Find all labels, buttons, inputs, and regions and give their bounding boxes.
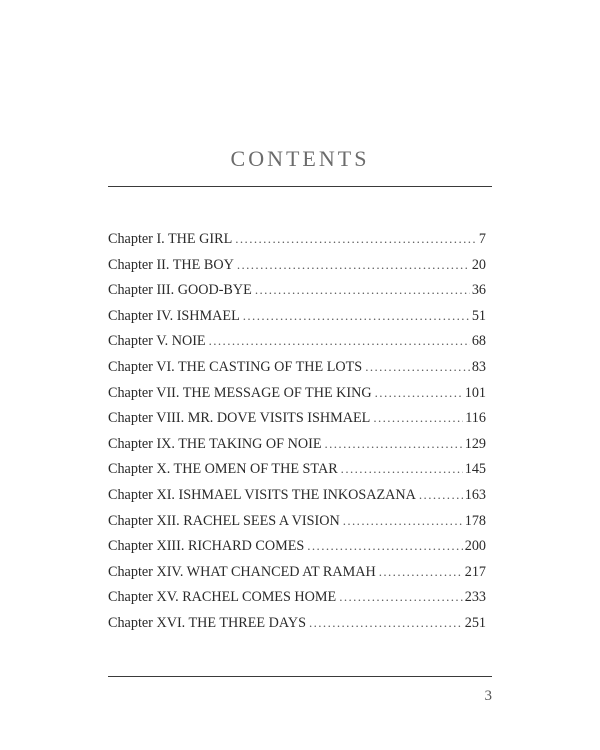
dot-leader [237,257,470,273]
toc-entry-title: Chapter VIII. MR. DOVE VISITS ISHMAEL [108,410,371,427]
toc-entry [108,231,486,257]
toc-entry [108,615,486,641]
toc-entry [108,359,486,385]
toc-entry-title: Chapter IX. THE TAKING OF NOIE [108,435,322,452]
toc-entry-page: 20 [471,256,486,273]
dot-leader [339,589,463,605]
toc-entry-title: Chapter X. THE OMEN OF THE STAR [108,461,338,478]
toc-entry [108,564,486,590]
toc-entry [108,513,486,539]
dot-leader [307,538,462,554]
top-divider [108,186,492,187]
toc-entry-title: Chapter XIII. RICHARD COMES [108,538,305,555]
toc-entry-page: 178 [464,512,486,529]
toc-entry-page: 36 [471,282,486,299]
toc-entry [108,282,486,308]
toc-entry [108,333,486,359]
dot-leader [209,333,470,349]
toc-entry [108,385,486,411]
dot-leader [365,359,470,375]
toc-entry-page: 163 [464,486,486,503]
toc-entry-title: Chapter XII. RACHEL SEES A VISION [108,512,340,529]
bottom-divider [108,676,492,677]
toc-entry-title: Chapter II. THE BOY [108,256,234,273]
toc-entry-page: 51 [471,307,486,324]
dot-leader [419,487,463,503]
toc-entry-page: 83 [471,358,486,375]
toc-entry [108,461,486,487]
toc-entry-title: Chapter III. GOOD-BYE [108,282,252,299]
dot-leader [309,615,463,631]
toc-entry-page: 7 [478,231,486,247]
toc-entry-page: 200 [464,538,486,555]
dot-leader [341,461,463,477]
table-of-contents [108,231,486,641]
page-title: CONTENTS [230,146,370,171]
dot-leader [255,282,470,298]
toc-entry-page: 217 [464,563,486,580]
toc-entry-page: 68 [471,333,486,350]
toc-entry [108,257,486,283]
toc-entry-page: 101 [464,384,486,401]
toc-entry-title: Chapter I. THE GIRL [108,231,233,247]
dot-leader [243,308,470,324]
toc-entry [108,410,486,436]
toc-entry-title: Chapter XV. RACHEL COMES HOME [108,589,337,606]
dot-leader [343,513,463,529]
dot-leader [379,564,463,580]
toc-entry-page: 145 [464,461,486,478]
toc-entry-page: 233 [464,589,486,606]
toc-entry-title: Chapter VI. THE CASTING OF THE LOTS [108,358,363,375]
toc-entry-title: Chapter XIV. WHAT CHANCED AT RAMAH [108,563,376,580]
toc-entry-title: Chapter IV. ISHMAEL [108,307,240,324]
toc-entry [108,308,486,334]
toc-entry [108,487,486,513]
toc-entry-title: Chapter VII. THE MESSAGE OF THE KING [108,384,372,401]
toc-entry [108,436,486,462]
dot-leader [235,231,477,247]
toc-entry [108,589,486,615]
toc-entry-title: Chapter V. NOIE [108,333,206,350]
dot-leader [375,385,463,401]
toc-entry [108,538,486,564]
toc-entry-page: 116 [465,410,486,427]
dot-leader [324,436,462,452]
dot-leader [373,410,463,426]
page-number: 3 [484,688,492,704]
toc-entry-title: Chapter XI. ISHMAEL VISITS THE INKOSAZANA [108,486,416,503]
toc-entry-page: 129 [464,435,486,452]
toc-entry-title: Chapter XVI. THE THREE DAYS [108,614,306,631]
toc-entry-page: 251 [464,614,486,631]
